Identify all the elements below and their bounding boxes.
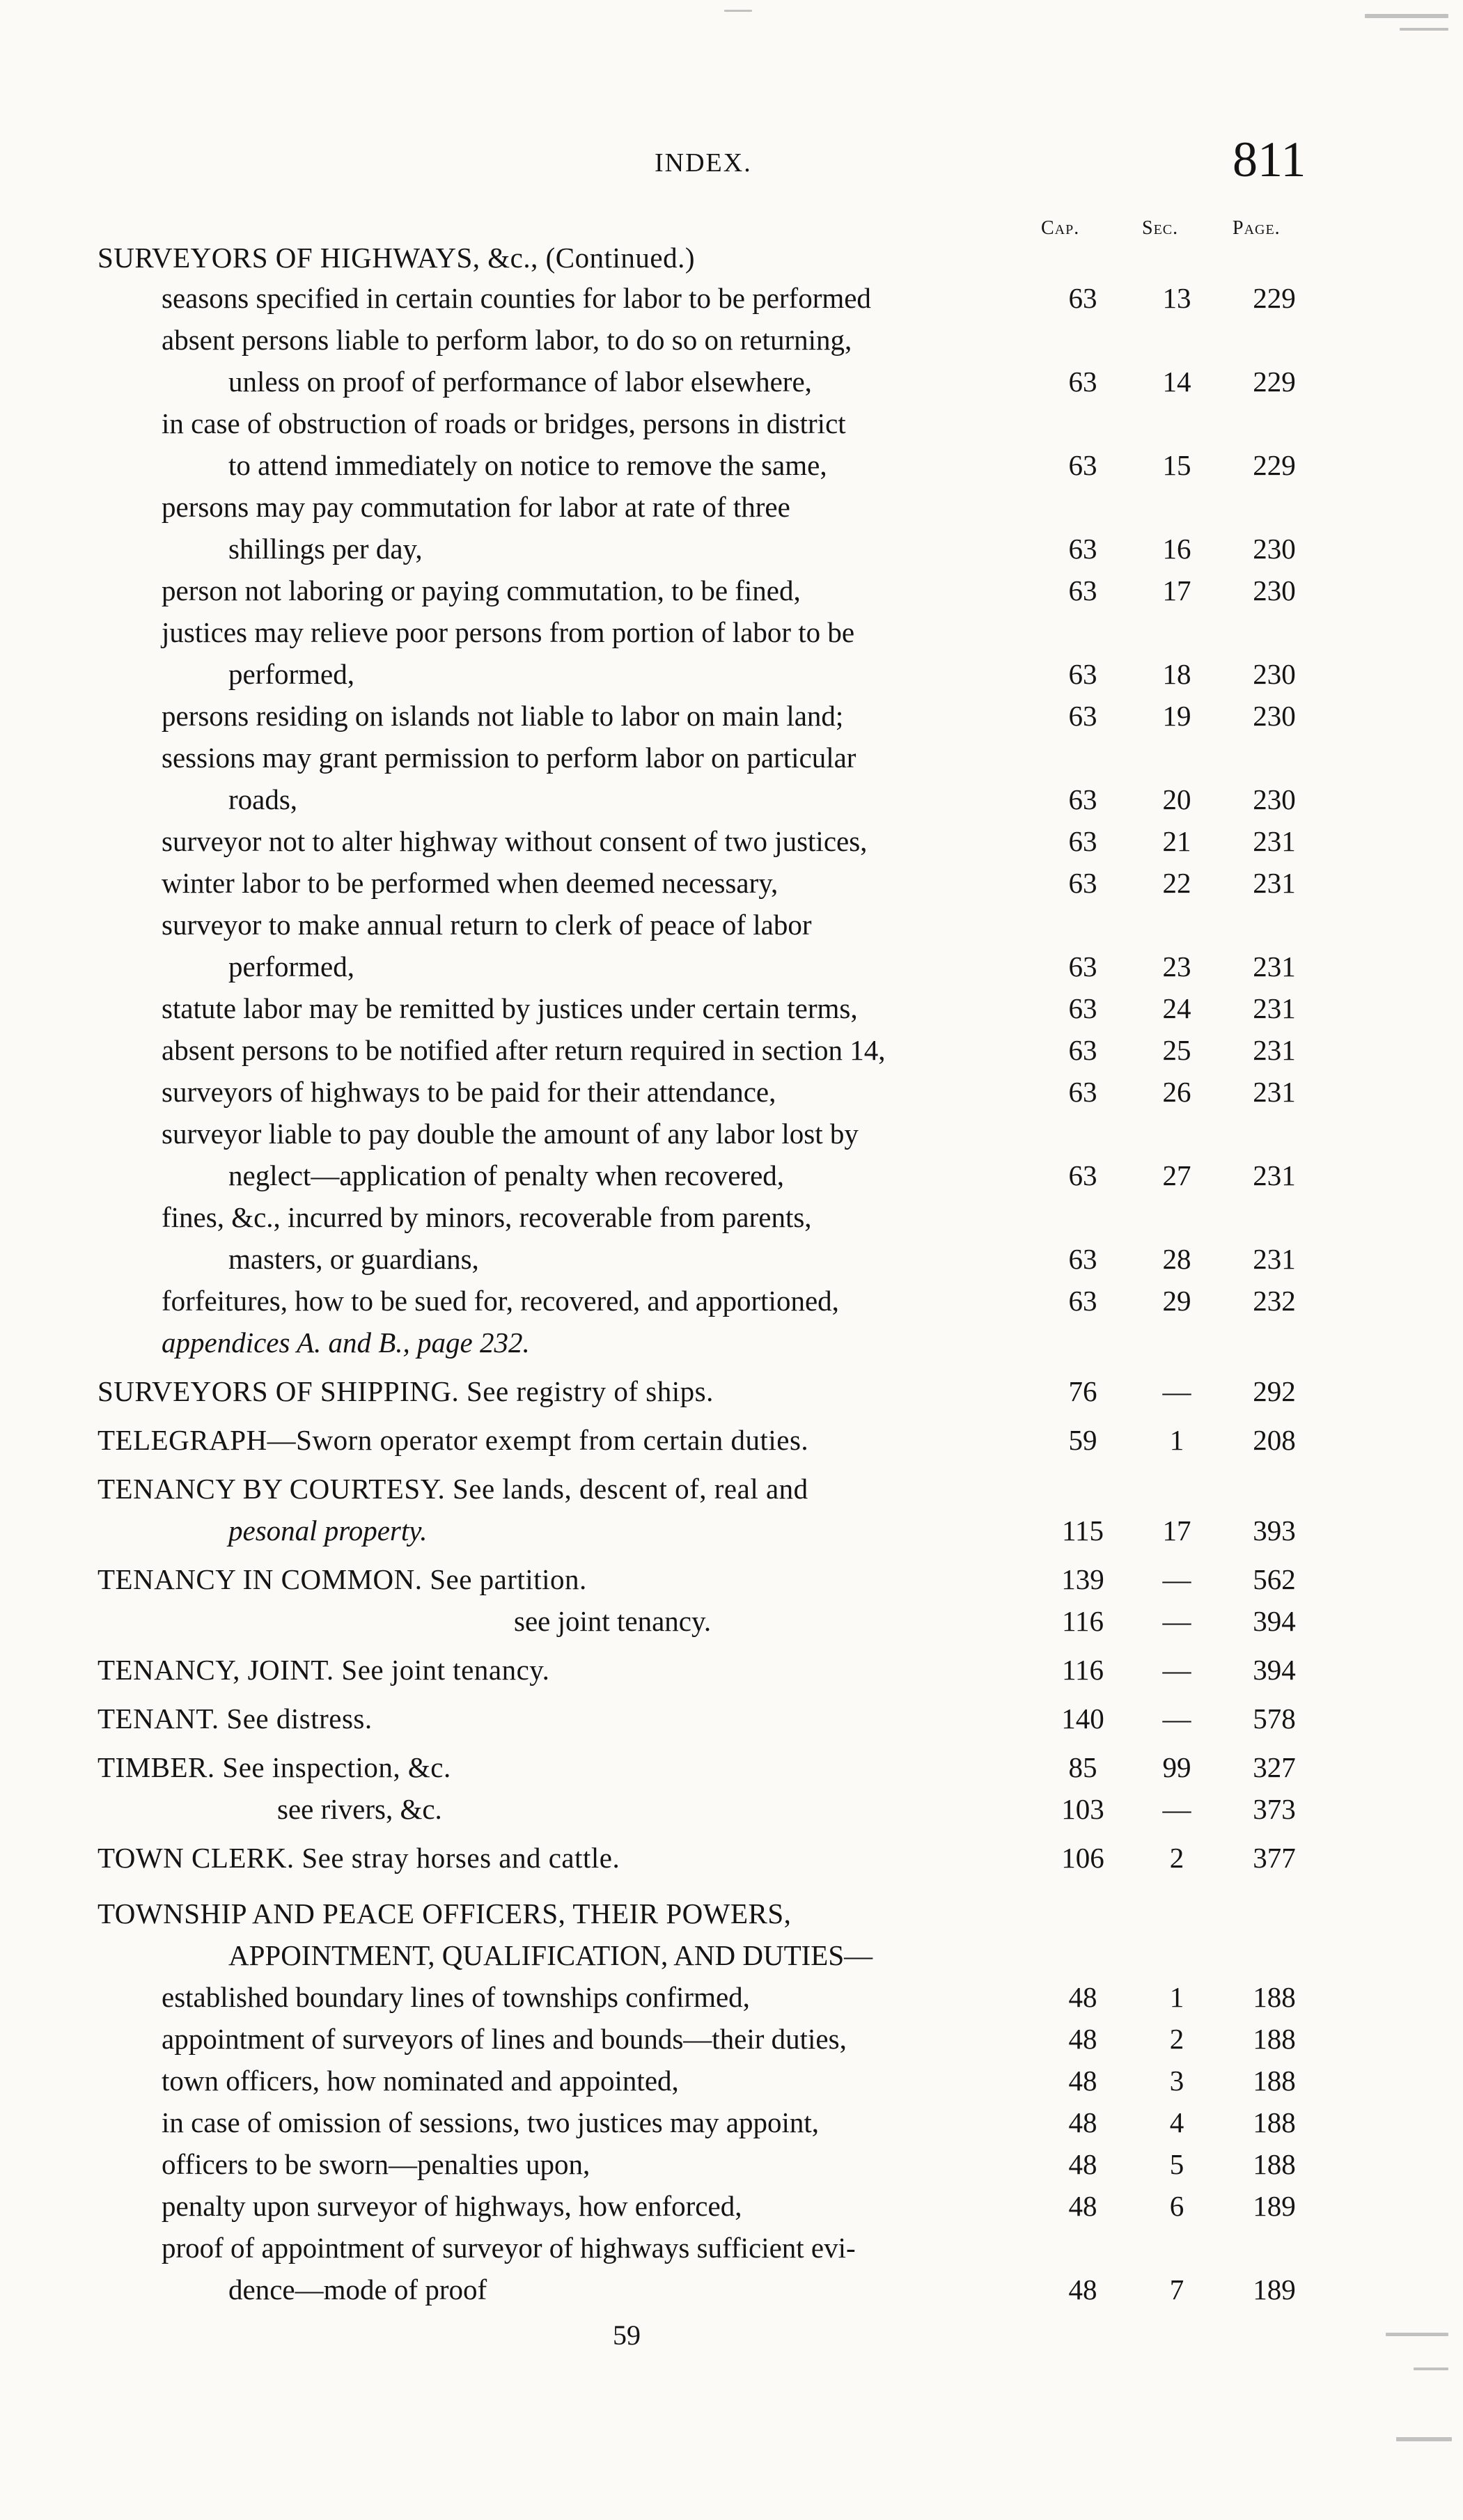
entry-sec: — xyxy=(1162,1605,1191,1637)
entry-sec: 5 xyxy=(1169,2148,1184,2180)
entry-cap: 106 xyxy=(1061,1842,1104,1874)
entry-page: 292 xyxy=(1253,1375,1296,1407)
index-entry xyxy=(0,1280,1463,1322)
index-entry xyxy=(0,2018,1463,2060)
entry-sec: — xyxy=(1162,1654,1191,1686)
index-entry xyxy=(0,1370,1463,1412)
entry-page: 231 xyxy=(1253,1076,1296,1108)
index-entry xyxy=(0,862,1463,904)
entry-cap: 63 xyxy=(1068,700,1097,732)
entry-page: 230 xyxy=(1253,700,1296,732)
entry-sec: 7 xyxy=(1169,2274,1184,2306)
entry-sec: 15 xyxy=(1162,449,1191,481)
entry-sec: 16 xyxy=(1162,533,1191,565)
entry-text: established boundary lines of townships confirmed, xyxy=(162,1981,750,2013)
entry-sec: 25 xyxy=(1162,1034,1191,1066)
entry-cap: 63 xyxy=(1068,449,1097,481)
entry-sec: 6 xyxy=(1169,2190,1184,2222)
entry-cap: 63 xyxy=(1068,825,1097,857)
entry-sec: 3 xyxy=(1169,2065,1184,2097)
entry-text: surveyor to make annual return to clerk of peace of labor xyxy=(162,909,812,941)
entry-text: see rivers, &c. xyxy=(277,1793,442,1825)
entry-cap: 63 xyxy=(1068,282,1097,314)
entry-sec: — xyxy=(1162,1563,1191,1595)
entry-text: persons residing on islands not liable to labor on main land; xyxy=(162,700,844,732)
entry-page: 231 xyxy=(1253,950,1296,983)
index-entry xyxy=(0,570,1463,611)
column-header-page: Page. xyxy=(1233,217,1281,239)
entry-sec: 18 xyxy=(1162,658,1191,690)
entry-cap: 63 xyxy=(1068,1076,1097,1108)
entry-cap: 63 xyxy=(1068,950,1097,983)
page-number: 811 xyxy=(1233,132,1306,187)
entry-text: TOWNSHIP AND PEACE OFFICERS, THEIR POWERS, xyxy=(97,1897,792,1930)
entry-sec: 99 xyxy=(1162,1751,1191,1783)
entry-text: sessions may grant permission to perform labor on particular xyxy=(162,742,856,774)
entry-text: surveyor not to alter highway without consent of two justices, xyxy=(162,825,868,857)
entry-page: 393 xyxy=(1253,1515,1296,1547)
entry-text: officers to be sworn—penalties upon, xyxy=(162,2148,590,2180)
index-entry xyxy=(0,820,1463,862)
entry-text: in case of omission of sessions, two justices may appoint, xyxy=(162,2106,820,2138)
index-entry xyxy=(0,1976,1463,2018)
entry-cap: 76 xyxy=(1068,1375,1097,1407)
index-entry xyxy=(0,946,1463,987)
index-entry xyxy=(0,778,1463,820)
column-header-cap: Cap. xyxy=(1041,217,1080,239)
index-entry xyxy=(0,1113,1463,1155)
entry-text: shillings per day, xyxy=(228,533,423,565)
entry-text: appendices A. and B., page 232. xyxy=(162,1326,530,1359)
entry-sec: 23 xyxy=(1162,950,1191,983)
entry-sec: 17 xyxy=(1162,1515,1191,1547)
entry-sec: 28 xyxy=(1162,1243,1191,1275)
column-header-sec: Sec. xyxy=(1142,217,1179,239)
entry-page: 231 xyxy=(1253,1243,1296,1275)
entry-text: performed, xyxy=(228,950,354,983)
index-entry xyxy=(0,1698,1463,1739)
entry-text: SURVEYORS OF SHIPPING. See registry of ships. xyxy=(97,1375,714,1407)
index-entry xyxy=(0,2102,1463,2143)
entry-page: 327 xyxy=(1253,1751,1296,1783)
entry-page: 188 xyxy=(1253,1981,1296,2013)
index-entry xyxy=(0,1837,1463,1879)
index-entry xyxy=(0,653,1463,695)
index-entry xyxy=(0,2143,1463,2185)
entry-text: persons may pay commutation for labor at rate of three xyxy=(162,491,790,523)
entry-page: 231 xyxy=(1253,992,1296,1024)
index-entry xyxy=(0,1510,1463,1551)
index-entry xyxy=(0,1788,1463,1830)
index-entry xyxy=(0,2060,1463,2102)
entry-text: see joint tenancy. xyxy=(514,1605,712,1637)
entry-page: 231 xyxy=(1253,1159,1296,1191)
entry-cap: 63 xyxy=(1068,658,1097,690)
entry-text: absent persons to be notified after return required in section 14, xyxy=(162,1034,886,1066)
entry-cap: 59 xyxy=(1068,1424,1097,1456)
entry-text: to attend immediately on notice to remove the same, xyxy=(228,449,827,481)
index-entry xyxy=(0,486,1463,528)
entry-text: neglect—application of penalty when recovered, xyxy=(228,1159,785,1191)
entry-text: pesonal property. xyxy=(228,1515,428,1547)
entry-text: absent persons liable to perform labor, to do so on returning, xyxy=(162,324,852,356)
entry-text: TENANCY BY COURTESY. See lands, descent of, real and xyxy=(97,1473,808,1505)
index-entry xyxy=(0,528,1463,570)
index-entry xyxy=(0,1196,1463,1238)
entry-text: fines, &c., incurred by minors, recoverable from parents, xyxy=(162,1201,812,1233)
entry-cap: 48 xyxy=(1068,2190,1097,2222)
entry-text: justices may relieve poor persons from portion of labor to be xyxy=(162,616,855,648)
index-entry xyxy=(0,695,1463,737)
running-title: INDEX. xyxy=(655,148,752,178)
entry-page: 230 xyxy=(1253,574,1296,606)
index-entry xyxy=(0,1600,1463,1642)
entry-cap: 85 xyxy=(1068,1751,1097,1783)
index-entry xyxy=(0,319,1463,361)
entry-sec: 13 xyxy=(1162,282,1191,314)
entry-cap: 63 xyxy=(1068,533,1097,565)
entry-cap: 63 xyxy=(1068,1034,1097,1066)
entry-cap: 116 xyxy=(1062,1605,1104,1637)
index-entry xyxy=(0,2269,1463,2310)
entry-cap: 48 xyxy=(1068,2148,1097,2180)
entry-sec: 14 xyxy=(1162,366,1191,398)
entry-page: 394 xyxy=(1253,1654,1296,1686)
entry-page: 188 xyxy=(1253,2065,1296,2097)
entry-cap: 63 xyxy=(1068,783,1097,815)
index-entry xyxy=(0,361,1463,402)
entry-page: 578 xyxy=(1253,1703,1296,1735)
entry-text: TENANCY IN COMMON. See partition. xyxy=(97,1563,587,1595)
entry-page: 231 xyxy=(1253,825,1296,857)
entry-text: SURVEYORS OF HIGHWAYS, &c., (Continued.) xyxy=(97,242,696,274)
entry-page: 208 xyxy=(1253,1424,1296,1456)
entry-cap: 140 xyxy=(1061,1703,1104,1735)
index-entry xyxy=(0,1155,1463,1196)
entry-text: unless on proof of performance of labor elsewhere, xyxy=(228,366,812,398)
entry-page: 188 xyxy=(1253,2148,1296,2180)
entry-cap: 139 xyxy=(1061,1563,1104,1595)
entry-page: 232 xyxy=(1253,1285,1296,1317)
entry-page: 394 xyxy=(1253,1605,1296,1637)
index-entry xyxy=(0,737,1463,778)
entry-page: 373 xyxy=(1253,1793,1296,1825)
entry-cap: 48 xyxy=(1068,2023,1097,2055)
entry-sec: 22 xyxy=(1162,867,1191,899)
entry-sec: — xyxy=(1162,1793,1191,1825)
entry-cap: 115 xyxy=(1062,1515,1104,1547)
index-entry xyxy=(0,1934,1463,1976)
index-entry xyxy=(0,1238,1463,1280)
entry-page: 229 xyxy=(1253,366,1296,398)
entry-sec: 24 xyxy=(1162,992,1191,1024)
entry-sec: 29 xyxy=(1162,1285,1191,1317)
entry-text: surveyor liable to pay double the amount of any labor lost by xyxy=(162,1118,859,1150)
entry-cap: 48 xyxy=(1068,2274,1097,2306)
entry-cap: 63 xyxy=(1068,992,1097,1024)
index-entry xyxy=(0,1322,1463,1363)
entry-text: TENANCY, JOINT. See joint tenancy. xyxy=(97,1654,550,1686)
entry-page: 231 xyxy=(1253,867,1296,899)
entry-cap: 63 xyxy=(1068,867,1097,899)
entry-text: seasons specified in certain counties for labor to be performed xyxy=(162,282,871,314)
entry-text: masters, or guardians, xyxy=(228,1243,479,1275)
index-entry xyxy=(0,1746,1463,1788)
entry-text: TELEGRAPH—Sworn operator exempt from certain duties. xyxy=(97,1424,809,1456)
entry-page: 189 xyxy=(1253,2190,1296,2222)
entry-sec: 19 xyxy=(1162,700,1191,732)
entry-text: statute labor may be remitted by justices under certain terms, xyxy=(162,992,858,1024)
entry-sec: — xyxy=(1162,1375,1191,1407)
entry-text: roads, xyxy=(228,783,298,815)
entry-text: TENANT. See distress. xyxy=(97,1703,373,1735)
entry-page: 229 xyxy=(1253,449,1296,481)
entry-page: 377 xyxy=(1253,1842,1296,1874)
entry-cap: 63 xyxy=(1068,1159,1097,1191)
entry-sec: 17 xyxy=(1162,574,1191,606)
index-entry xyxy=(0,2227,1463,2269)
index-entry xyxy=(0,1468,1463,1510)
entry-sec: 4 xyxy=(1169,2106,1184,2138)
entry-text: appointment of surveyors of lines and bounds—their duties, xyxy=(162,2023,847,2055)
entry-page: 230 xyxy=(1253,658,1296,690)
entry-text: proof of appointment of surveyor of highways sufficient evi- xyxy=(162,2232,856,2264)
entry-cap: 63 xyxy=(1068,366,1097,398)
entry-cap: 48 xyxy=(1068,2106,1097,2138)
entry-cap: 48 xyxy=(1068,1981,1097,2013)
index-entry xyxy=(0,611,1463,653)
entry-text: TOWN CLERK. See stray horses and cattle. xyxy=(97,1842,620,1874)
entry-page: 230 xyxy=(1253,533,1296,565)
entry-text: dence—mode of proof xyxy=(228,2274,487,2306)
index-entry xyxy=(0,2185,1463,2227)
entry-sec: 21 xyxy=(1162,825,1191,857)
entry-text: town officers, how nominated and appointed, xyxy=(162,2065,679,2097)
entry-sec: 1 xyxy=(1169,1424,1184,1456)
entry-sec: 27 xyxy=(1162,1159,1191,1191)
entry-cap: 103 xyxy=(1061,1793,1104,1825)
index-entry xyxy=(0,277,1463,319)
entry-sec: 2 xyxy=(1169,1842,1184,1874)
entry-page: 229 xyxy=(1253,282,1296,314)
entry-text: forfeitures, how to be sued for, recovered, and apportioned, xyxy=(162,1285,839,1317)
index-entry xyxy=(0,1029,1463,1071)
entry-page: 231 xyxy=(1253,1034,1296,1066)
index-entry xyxy=(0,1893,1463,1934)
entry-text: TIMBER. See inspection, &c. xyxy=(97,1751,451,1783)
index-entry xyxy=(0,904,1463,946)
index-entry xyxy=(0,1558,1463,1600)
entry-text: performed, xyxy=(228,658,354,690)
entry-cap: 63 xyxy=(1068,1285,1097,1317)
entry-sec: 20 xyxy=(1162,783,1191,815)
index-entry xyxy=(0,987,1463,1029)
index-entry xyxy=(0,1649,1463,1691)
entry-text: person not laboring or paying commutation, to be fined, xyxy=(162,574,801,606)
index-entry xyxy=(0,1071,1463,1113)
entry-cap: 63 xyxy=(1068,1243,1097,1275)
index-entry xyxy=(0,237,1463,279)
signature-folio: 59 xyxy=(613,2319,641,2351)
entry-page: 189 xyxy=(1253,2274,1296,2306)
index-entry xyxy=(0,444,1463,486)
index-entry xyxy=(0,1419,1463,1461)
entry-page: 562 xyxy=(1253,1563,1296,1595)
entry-sec: 1 xyxy=(1169,1981,1184,2013)
entry-page: 230 xyxy=(1253,783,1296,815)
entry-cap: 48 xyxy=(1068,2065,1097,2097)
entry-sec: 26 xyxy=(1162,1076,1191,1108)
entry-page: 188 xyxy=(1253,2106,1296,2138)
entry-text: APPOINTMENT, QUALIFICATION, AND DUTIES— xyxy=(228,1939,873,1971)
entry-cap: 116 xyxy=(1062,1654,1104,1686)
entry-page: 188 xyxy=(1253,2023,1296,2055)
entry-text: in case of obstruction of roads or bridges, persons in district xyxy=(162,407,846,439)
entry-sec: — xyxy=(1162,1703,1191,1735)
entry-text: surveyors of highways to be paid for their attendance, xyxy=(162,1076,776,1108)
entry-text: winter labor to be performed when deemed necessary, xyxy=(162,867,779,899)
entry-sec: 2 xyxy=(1169,2023,1184,2055)
entry-cap: 63 xyxy=(1068,574,1097,606)
entry-text: penalty upon surveyor of highways, how enforced, xyxy=(162,2190,742,2222)
index-entry xyxy=(0,402,1463,444)
